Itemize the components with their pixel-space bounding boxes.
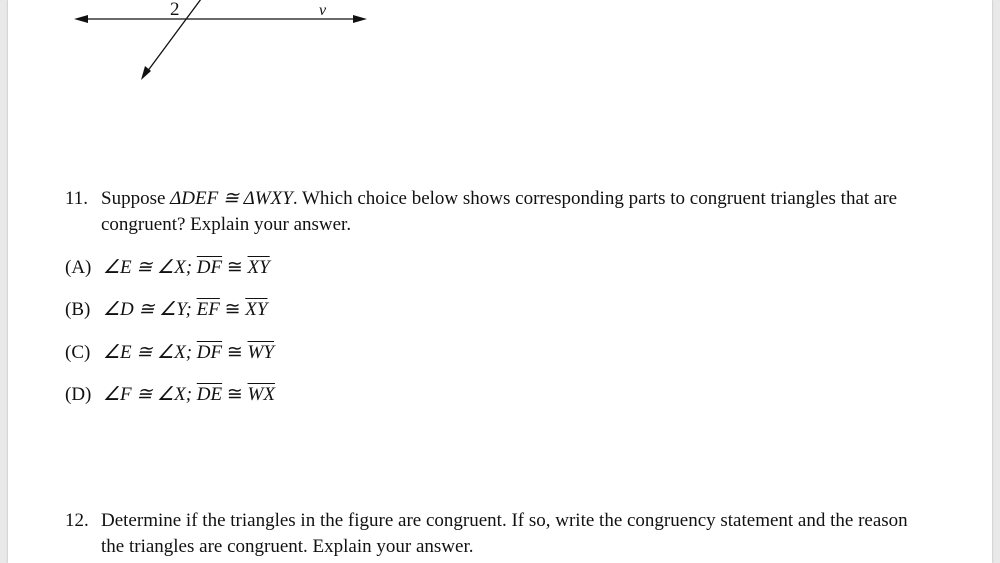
angle-congruence: ∠D ≅ ∠Y; [103,299,192,320]
segment: $\overline{XY}$ [247,257,270,278]
congruent-symbol: ≅ [226,384,243,405]
segment: $\overline{WX}$ [247,384,275,405]
arrow-left-icon [74,15,88,23]
question-text-line2: congruent? Explain your answer. [101,214,352,235]
line-label-v: v [319,2,327,19]
question-text: . Which choice below shows corresponding parts to congruent triangles that are [292,188,898,209]
congruent-symbol: ≅ [224,299,241,320]
question-number: 12. [65,510,89,531]
question-text-line2: the triangles are congruent. Explain your answer. [101,536,474,557]
angle-congruence: ∠E ≅ ∠X; [103,342,193,363]
choice-letter: (A) [65,257,92,278]
segment: $\overline{DF}$ [196,342,223,363]
geometry-figure [8,0,408,90]
angle-congruence: ∠F ≅ ∠X; [103,384,193,405]
congruent-symbol: ≅ [226,257,243,278]
worksheet-page [8,0,992,563]
angle-label-2: 2 [170,0,180,20]
angle-congruence: ∠E ≅ ∠X; [103,257,193,278]
segment: $\overline{XY}$ [245,299,268,320]
arrow-right-icon [353,15,367,23]
question-number: 11. [65,188,89,209]
segment: $\overline{WY}$ [247,342,274,363]
question-text: Determine if the triangles in the figure are congruent. If so, write the congruency statement and the reason [101,510,908,531]
choice-letter: (B) [65,299,91,320]
choice-c [65,340,274,366]
question-text: Suppose [101,188,171,209]
choice-d [65,382,275,408]
congruence-statement: ΔDEF ≅ ΔWXY [170,188,293,209]
segment: $\overline{DF}$ [196,257,223,278]
question-11 [65,186,945,238]
question-12 [65,508,945,560]
segment: $\overline{EF}$ [196,299,220,320]
choice-letter: (D) [65,384,92,405]
congruent-symbol: ≅ [226,342,243,363]
choice-letter: (C) [65,342,91,363]
choice-b [65,297,267,323]
segment: $\overline{DE}$ [196,384,223,405]
choice-a [65,255,270,281]
